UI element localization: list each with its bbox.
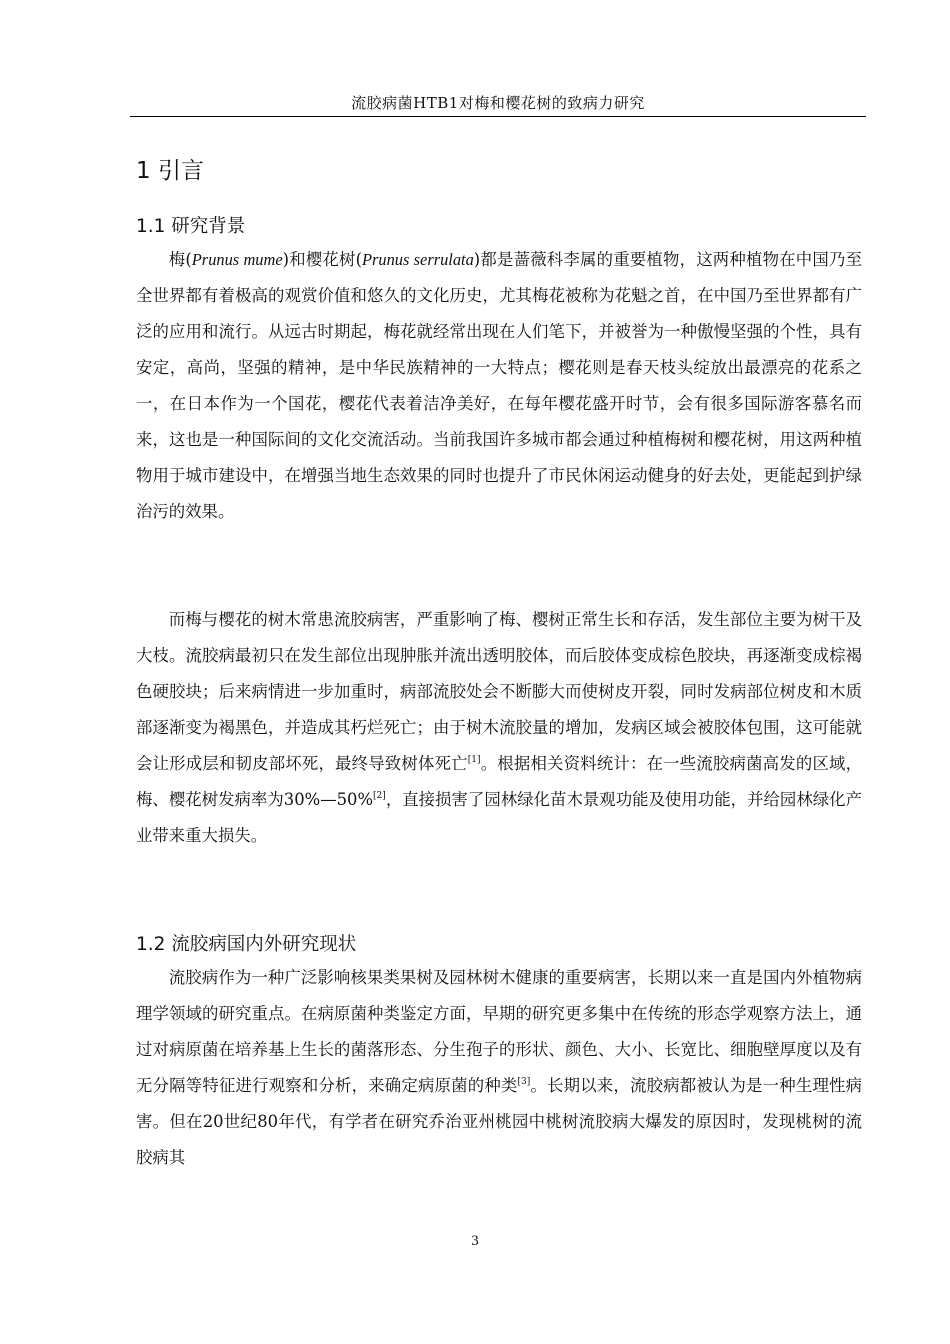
citation-ref: [3]	[517, 1077, 531, 1087]
section-heading-introduction: 1 引言	[136, 158, 204, 184]
paragraph-research-status-1	[136, 960, 862, 1176]
citation-ref: [1]	[467, 755, 481, 765]
paragraph-background-1	[136, 242, 862, 530]
text-span: ，直接损害了园林绿化苗木景观功能及使用功能，并给园林绿化产业带来重大损失。	[136, 790, 862, 845]
text-span: 而梅与樱花的树木常患流胶病害，严重影响了梅、樱树正常生长和存活，发生部位主要为树干及大枝。流胶病最初只在发生部位出现肿胀并流出透明胶体，而后胶体变成棕色胶块，再逐渐变成棕褐色硬胶块；后来病情进一步加重时，病部流胶处会不断膨大而使树皮开裂，同时发病部位树皮和木质部逐渐变为褐黑色，并造成其朽烂死亡；由于树木流胶量的增加，发病区域会被胶体包围，这可能就会让形成层和韧皮部坏死，最终导致树体死亡	[136, 610, 862, 773]
species-name-prunus-mume: Prunus mume	[191, 250, 283, 269]
text-span: )和樱花树(	[282, 250, 363, 269]
header-rule	[130, 116, 866, 117]
page-number: 3	[471, 1233, 479, 1249]
text-span: 流胶病作为一种广泛影响核果类果树及园林树木健康的重要病害，长期以来一直是国内外植物病理学领域的研究重点。在病原菌种类鉴定方面，早期的研究更多集中在传统的形态学观察方法上，通过对病原菌在培养基上生长的菌落形态、分生孢子的形状、颜色、大小、长宽比、细胞壁厚度以及有无分隔等特征进行观察和分析，来确定病原菌的种类	[136, 968, 862, 1095]
text-span: 。长期以来，流胶病都被认为是一种生理性病害。但在20世纪80年代，有学者在研究乔治亚州桃园中桃树流胶病大爆发的原因时，发现桃树的流胶病其	[136, 1076, 863, 1167]
paragraph-background-2	[136, 602, 862, 854]
text-span: 梅(	[168, 250, 192, 269]
running-header: 流胶病菌HTB1对梅和樱花树的致病力研究	[351, 94, 645, 112]
citation-ref: [2]	[373, 791, 386, 801]
subsection-heading-background: 1.1 研究背景	[136, 216, 246, 237]
text-span: 。根据相关资料统计：在一些流胶病菌高发的区域，梅、樱花树发病率为30%—50%	[136, 754, 863, 809]
text-span: )都是蔷薇科李属的重要植物，这两种植物在中国乃至全世界都有着极高的观赏价值和悠久的文化历史，尤其梅花被称为花魁之首，在中国乃至世界都有广泛的应用和流行。从远古时期起，梅花就经常出现在人们笔下，并被誉为一种傲慢坚强的个性，具有安定，高尚，坚强的精神，是中华民族精神的一大特点；樱花则是春天枝头绽放出最漂亮的花系之一，在日本作为一个国花，樱花代表着洁净美好，在每年樱花盛开时节，会有很多国际游客慕名而来，这也是一种国际间的文化交流活动。当前我国许多城市都会通过种植梅树和樱花树，用这两种植物用于城市建设中，在增强当地生态效果的同时也提升了市民休闲运动健身的好去处，更能起到护绿治污的效果。	[136, 250, 862, 521]
species-name-prunus-serrulata: Prunus serrulata	[362, 250, 474, 269]
subsection-heading-research-status: 1.2 流胶病国内外研究现状	[136, 934, 357, 955]
